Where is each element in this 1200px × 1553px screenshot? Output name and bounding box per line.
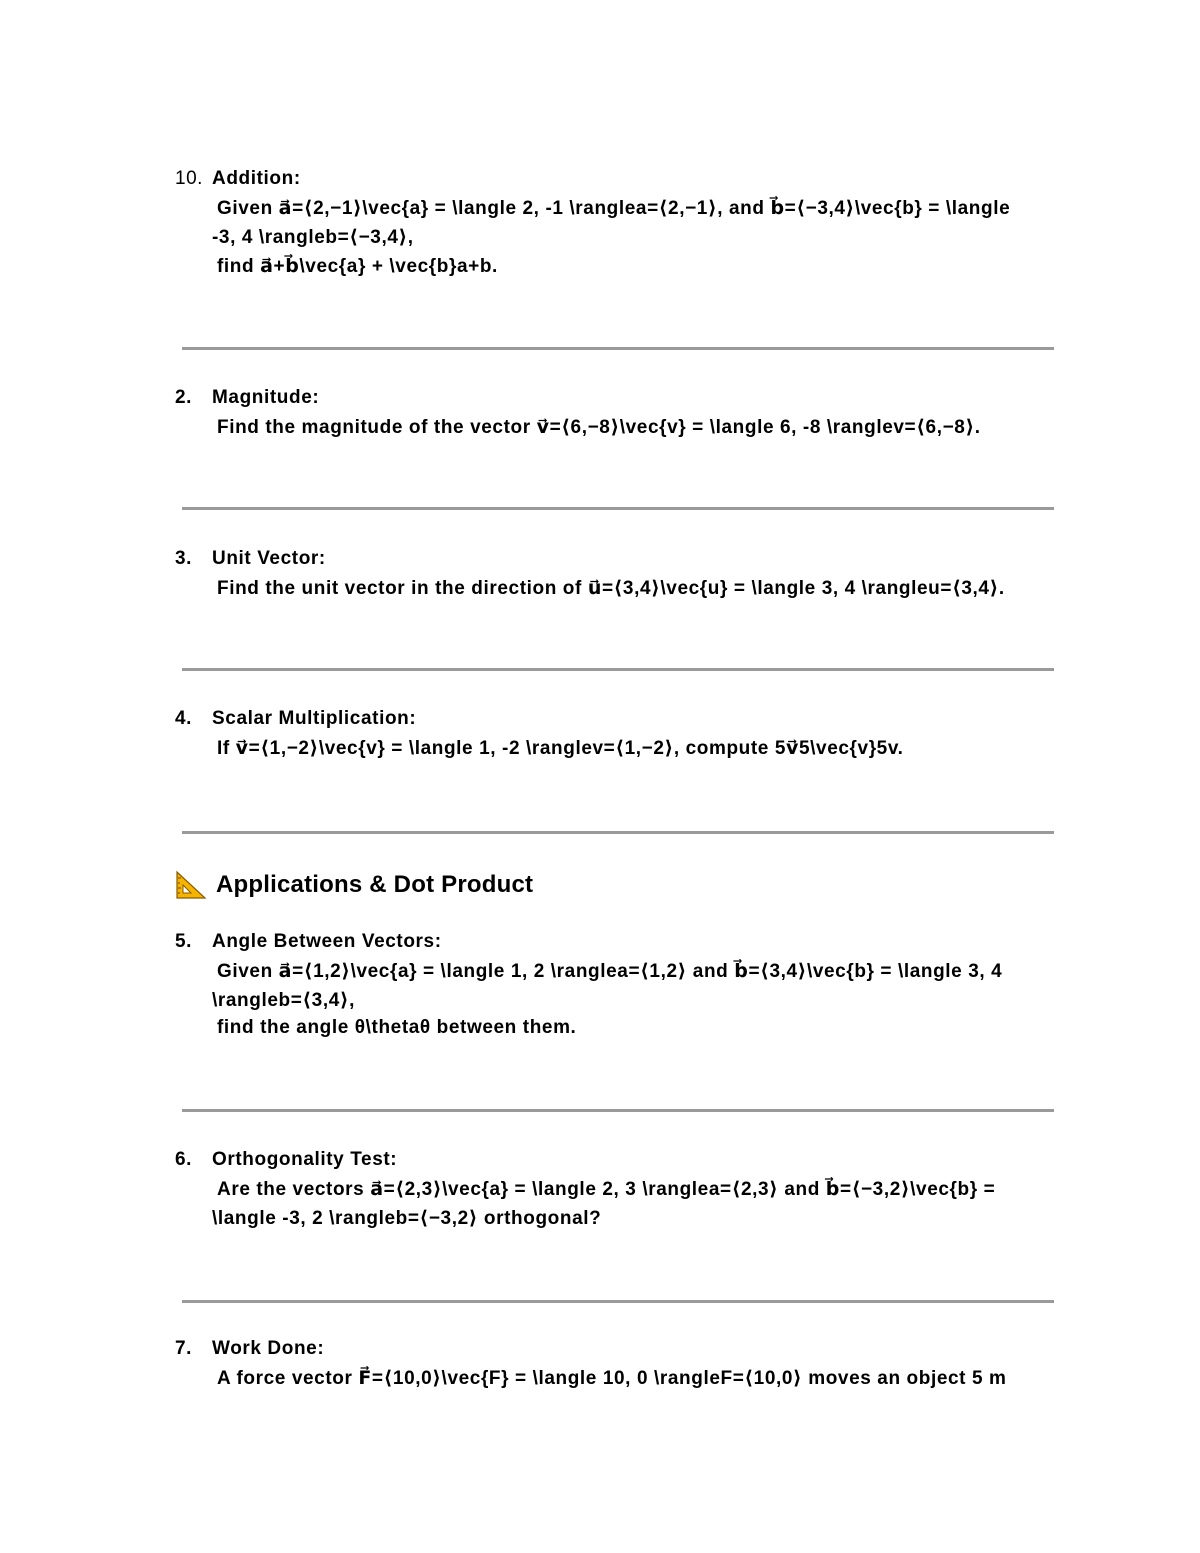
problem-title: Magnitude: (212, 387, 320, 408)
problem-text-line: \rangleb=⟨3,4⟩, (212, 990, 356, 1011)
divider (182, 831, 1054, 834)
problem-text-line: find the angle θ\thetaθ between them. (217, 1017, 577, 1038)
problem-title: Unit Vector: (212, 548, 326, 569)
problem-number: 6. (175, 1149, 192, 1170)
problem-text-line: Given a⃗=⟨2,−1⟩\vec{a} = \langle 2, -1 \ranglea=⟨2,−1⟩, and b⃗=⟨−3,4⟩\vec{b} = \langle (217, 198, 1011, 219)
triangular-ruler-icon (175, 870, 207, 900)
problem-text-line: Given a⃗=⟨1,2⟩\vec{a} = \langle 1, 2 \ranglea=⟨1,2⟩ and b⃗=⟨3,4⟩\vec{b} = \langle 3, 4 (217, 961, 1003, 982)
problem-number: 3. (175, 548, 192, 569)
divider (182, 668, 1054, 671)
problem-text-line: \langle -3, 2 \rangleb=⟨−3,2⟩ orthogonal? (212, 1208, 602, 1229)
problem-number: 4. (175, 708, 192, 729)
problem-text-line: If v⃗=⟨1,−2⟩\vec{v} = \langle 1, -2 \ranglev=⟨1,−2⟩, compute 5v⃗5\vec{v}5v. (217, 738, 904, 759)
problem-number: 7. (175, 1338, 192, 1359)
problem-text-line: A force vector F⃗=⟨10,0⟩\vec{F} = \langle 10, 0 \rangleF=⟨10,0⟩ moves an object 5 m (217, 1368, 1007, 1389)
problem-text-line: Are the vectors a⃗=⟨2,3⟩\vec{a} = \langle 2, 3 \ranglea=⟨2,3⟩ and b⃗=⟨−3,2⟩\vec{b} = (217, 1179, 996, 1200)
problem-title: Orthogonality Test: (212, 1149, 398, 1170)
divider (182, 1300, 1054, 1303)
section-heading (175, 868, 533, 902)
problem-title: Addition: (212, 168, 301, 189)
problem-title: Angle Between Vectors: (212, 931, 442, 952)
divider (182, 347, 1054, 350)
divider (182, 507, 1054, 510)
problem-number: 10. (175, 168, 203, 189)
problem-title: Work Done: (212, 1338, 325, 1359)
problem-text-line: Find the magnitude of the vector v⃗=⟨6,−8⟩\vec{v} = \langle 6, -8 \ranglev=⟨6,−8⟩. (217, 417, 981, 438)
divider (182, 1109, 1054, 1112)
problem-number: 5. (175, 931, 192, 952)
section-title: Applications & Dot Product (216, 871, 534, 898)
problem-text-line: -3, 4 \rangleb=⟨−3,4⟩, (212, 227, 414, 248)
problem-text-line: Find the unit vector in the direction of u⃗=⟨3,4⟩\vec{u} = \langle 3, 4 \rangleu=⟨3,4⟩. (217, 578, 1005, 599)
problem-title: Scalar Multiplication: (212, 708, 417, 729)
problem-text-line: find a⃗+b⃗\vec{a} + \vec{b}a+b. (217, 256, 498, 277)
problem-number: 2. (175, 387, 192, 408)
